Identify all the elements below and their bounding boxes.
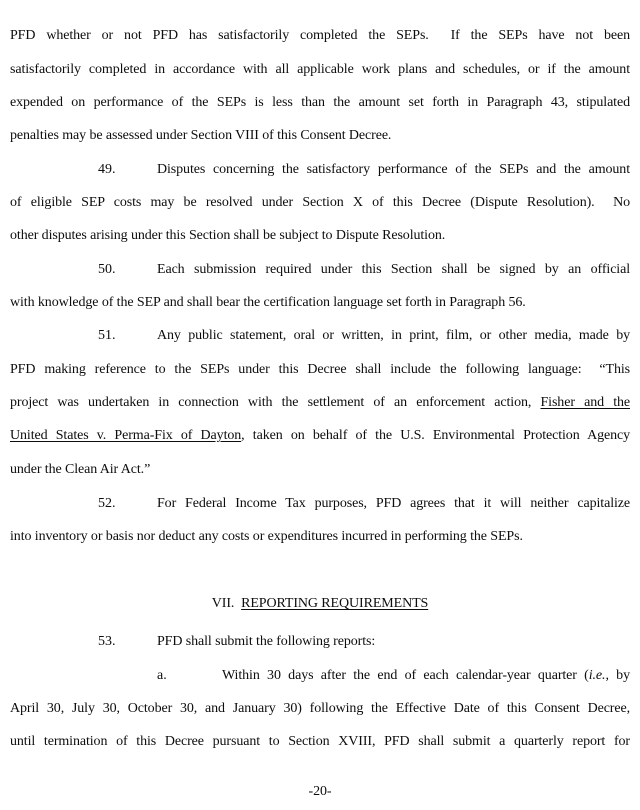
- page-number: -20-: [308, 784, 332, 799]
- text-line: [10, 393, 630, 417]
- text-line: [10, 226, 630, 250]
- text-segment: , taken on behalf of the U.S. Environmental Protection Agency: [241, 428, 631, 443]
- text-line: [10, 293, 630, 317]
- text-line: [10, 699, 630, 723]
- text-line: [10, 527, 630, 551]
- text-line: [10, 193, 630, 217]
- text-segment: into inventory or basis nor deduct any costs or expenditures incurred in performing the SEPs.: [10, 529, 523, 544]
- underlined-text: Fisher and the: [540, 395, 630, 410]
- paragraph-51-first-line: [10, 326, 630, 350]
- underlined-text: REPORTING REQUIREMENTS: [241, 596, 429, 611]
- paragraph-52-first-line: [10, 494, 630, 518]
- paragraph-number: 49.: [98, 162, 116, 177]
- italic-text: i.e.: [588, 668, 606, 683]
- text-segment: Any public statement, oral or written, in print, film, or other media, made by: [157, 328, 630, 343]
- text-segment: For Federal Income Tax purposes, PFD agrees that it will neither capitalize: [157, 496, 630, 511]
- text-segment: Each submission required under this Section shall be signed by an official: [157, 262, 630, 277]
- text-segment: of eligible SEP costs may be resolved under Section X of this Decree (Dispute Resolution). No: [10, 195, 630, 210]
- paragraph-number: 53.: [98, 634, 116, 649]
- text-segment: until termination of this Decree pursuant to Section XVIII, PFD shall submit a quarterly report for: [10, 734, 630, 749]
- text-segment: other disputes arising under this Section shall be subject to Dispute Resolution.: [10, 228, 446, 243]
- text-line: [10, 732, 630, 756]
- subparagraph-a-first-line: [10, 666, 630, 690]
- paragraph-50-first-line: [10, 260, 630, 284]
- text-line: [10, 360, 630, 384]
- text-segment: Disputes concerning the satisfactory performance of the SEPs and the amount: [157, 162, 630, 177]
- text-segment: , by: [605, 668, 630, 683]
- text-segment: Within 30 days after the end of each calendar-year quarter (: [222, 668, 589, 683]
- text-line: [10, 60, 630, 84]
- text-segment: penalties may be assessed under Section VIII of this Consent Decree.: [10, 128, 392, 143]
- paragraph-49-first-line: [10, 160, 630, 184]
- text-segment: under the Clean Air Act.”: [10, 462, 151, 477]
- subparagraph-letter: a.: [157, 668, 167, 683]
- text-segment: with knowledge of the SEP and shall bear the certification language set forth in Paragraph 56.: [10, 295, 526, 310]
- text-line: [10, 426, 630, 450]
- text-segment: expended on performance of the SEPs is less than the amount set forth in Paragraph 43, stipulated: [10, 95, 630, 110]
- paragraph-number: 50.: [98, 262, 116, 277]
- paragraph-number: 52.: [98, 496, 116, 511]
- text-segment: satisfactorily completed in accordance with all applicable work plans and schedules, or if the amount: [10, 62, 630, 77]
- section-heading: [10, 594, 630, 618]
- text-segment: PFD making reference to the SEPs under this Decree shall include the following language: “This: [10, 362, 630, 377]
- text-segment: VII.: [211, 596, 242, 611]
- text-line: [10, 26, 630, 50]
- text-line: [10, 460, 630, 484]
- text-line: [10, 126, 630, 150]
- text-segment: PFD whether or not PFD has satisfactorily completed the SEPs. If the SEPs have not been: [10, 28, 630, 43]
- text-segment: PFD shall submit the following reports:: [157, 634, 376, 649]
- text-segment: April 30, July 30, October 30, and January 30) following the Effective Date of this Consent Decree,: [10, 701, 630, 716]
- underlined-text: United States v. Perma-Fix of Dayton: [10, 428, 242, 443]
- paragraph-number: 51.: [98, 328, 116, 343]
- text-segment: project was undertaken in connection with the settlement of an enforcement action,: [10, 395, 541, 410]
- text-line: [10, 93, 630, 117]
- paragraph-53-first-line: [10, 632, 630, 656]
